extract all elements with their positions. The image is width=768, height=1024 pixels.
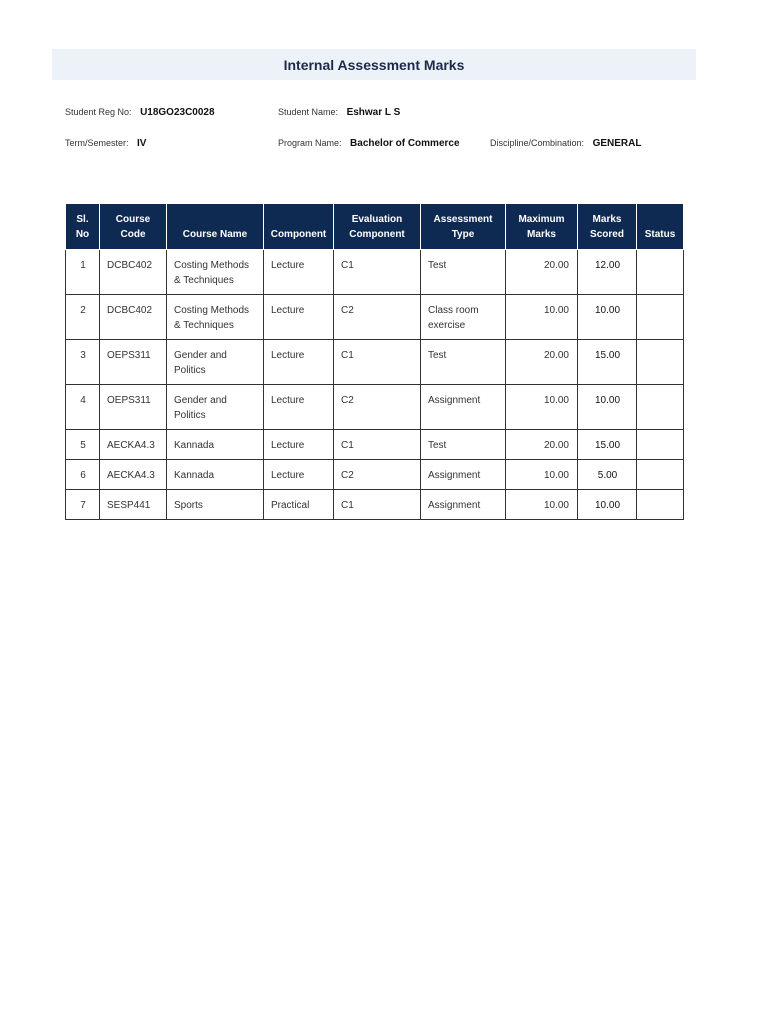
cell-course-code: SESP441 [100, 490, 167, 520]
cell-component: Lecture [264, 460, 334, 490]
cell-evaluation-component: C1 [334, 340, 421, 385]
student-reg-no-value: U18GO23C0028 [140, 107, 215, 118]
cell-course-name: Kannada [167, 460, 264, 490]
student-reg-no-label: Student Reg No: [65, 107, 132, 117]
cell-status [637, 490, 684, 520]
cell-component: Practical [264, 490, 334, 520]
cell-sl-no: 4 [66, 385, 100, 430]
cell-course-code: OEPS311 [100, 385, 167, 430]
header-status: Status [637, 204, 684, 250]
program-name-label: Program Name: [278, 138, 342, 148]
cell-maximum-marks: 20.00 [506, 250, 578, 295]
discipline-value: GENERAL [592, 138, 642, 149]
cell-maximum-marks: 20.00 [506, 430, 578, 460]
term-semester-label: Term/Semester: [65, 138, 129, 148]
header-maximum-marks: Maximum Marks [506, 204, 578, 250]
header-course-name: Course Name [167, 204, 264, 250]
discipline-combination [490, 138, 641, 149]
header-assessment-type: Assessment Type [421, 204, 506, 250]
cell-marks-scored: 12.00 [578, 250, 637, 295]
cell-status [637, 385, 684, 430]
student-name [278, 107, 400, 118]
cell-course-name: Costing Methods & Techniques [167, 250, 264, 295]
marks-table [65, 203, 684, 520]
term-semester-value: IV [137, 138, 147, 149]
cell-component: Lecture [264, 250, 334, 295]
table-row [66, 385, 684, 430]
cell-assessment-type: Test [421, 340, 506, 385]
cell-marks-scored: 10.00 [578, 490, 637, 520]
cell-status [637, 430, 684, 460]
student-name-value: Eshwar L S [346, 107, 401, 118]
cell-marks-scored: 5.00 [578, 460, 637, 490]
header-sl-no: Sl. No [66, 204, 100, 250]
cell-evaluation-component: C2 [334, 460, 421, 490]
cell-assessment-type: Assignment [421, 460, 506, 490]
cell-course-code: OEPS311 [100, 340, 167, 385]
cell-marks-scored: 10.00 [578, 295, 637, 340]
cell-course-code: DCBC402 [100, 295, 167, 340]
cell-status [637, 250, 684, 295]
table-row [66, 460, 684, 490]
student-name-label: Student Name: [278, 107, 339, 117]
cell-course-code: DCBC402 [100, 250, 167, 295]
discipline-label: Discipline/Combination: [490, 138, 585, 148]
cell-course-name: Gender and Politics [167, 385, 264, 430]
cell-assessment-type: Assignment [421, 490, 506, 520]
table-row [66, 295, 684, 340]
header-marks-scored: Marks Scored [578, 204, 637, 250]
cell-status [637, 295, 684, 340]
cell-evaluation-component: C2 [334, 295, 421, 340]
cell-status [637, 340, 684, 385]
header-evaluation-component: Evaluation Component [334, 204, 421, 250]
header-course-code: Course Code [100, 204, 167, 250]
cell-course-name: Costing Methods & Techniques [167, 295, 264, 340]
cell-sl-no: 1 [66, 250, 100, 295]
cell-course-name: Sports [167, 490, 264, 520]
cell-assessment-type: Test [421, 250, 506, 295]
cell-sl-no: 7 [66, 490, 100, 520]
cell-maximum-marks: 10.00 [506, 295, 578, 340]
table-row [66, 430, 684, 460]
cell-sl-no: 3 [66, 340, 100, 385]
cell-evaluation-component: C2 [334, 385, 421, 430]
cell-marks-scored: 15.00 [578, 340, 637, 385]
table-row [66, 340, 684, 385]
cell-maximum-marks: 20.00 [506, 340, 578, 385]
table-row [66, 490, 684, 520]
program-name-value: Bachelor of Commerce [350, 138, 460, 149]
term-semester [65, 138, 146, 149]
cell-marks-scored: 15.00 [578, 430, 637, 460]
student-reg-no [65, 107, 215, 118]
program-name [278, 138, 460, 149]
cell-course-name: Kannada [167, 430, 264, 460]
title-bar [52, 49, 696, 80]
header-component: Component [264, 204, 334, 250]
cell-assessment-type: Assignment [421, 385, 506, 430]
cell-course-code: AECKA4.3 [100, 430, 167, 460]
cell-status [637, 460, 684, 490]
cell-evaluation-component: C1 [334, 490, 421, 520]
cell-marks-scored: 10.00 [578, 385, 637, 430]
cell-sl-no: 2 [66, 295, 100, 340]
table-row [66, 250, 684, 295]
cell-sl-no: 6 [66, 460, 100, 490]
cell-component: Lecture [264, 295, 334, 340]
cell-evaluation-component: C1 [334, 250, 421, 295]
cell-course-code: AECKA4.3 [100, 460, 167, 490]
cell-maximum-marks: 10.00 [506, 490, 578, 520]
cell-component: Lecture [264, 340, 334, 385]
cell-component: Lecture [264, 430, 334, 460]
cell-maximum-marks: 10.00 [506, 460, 578, 490]
table-header-row [66, 204, 684, 250]
cell-component: Lecture [264, 385, 334, 430]
cell-assessment-type: Test [421, 430, 506, 460]
cell-maximum-marks: 10.00 [506, 385, 578, 430]
page-title: Internal Assessment Marks [283, 56, 465, 73]
cell-sl-no: 5 [66, 430, 100, 460]
cell-course-name: Gender and Politics [167, 340, 264, 385]
cell-assessment-type: Class room exercise [421, 295, 506, 340]
cell-evaluation-component: C1 [334, 430, 421, 460]
